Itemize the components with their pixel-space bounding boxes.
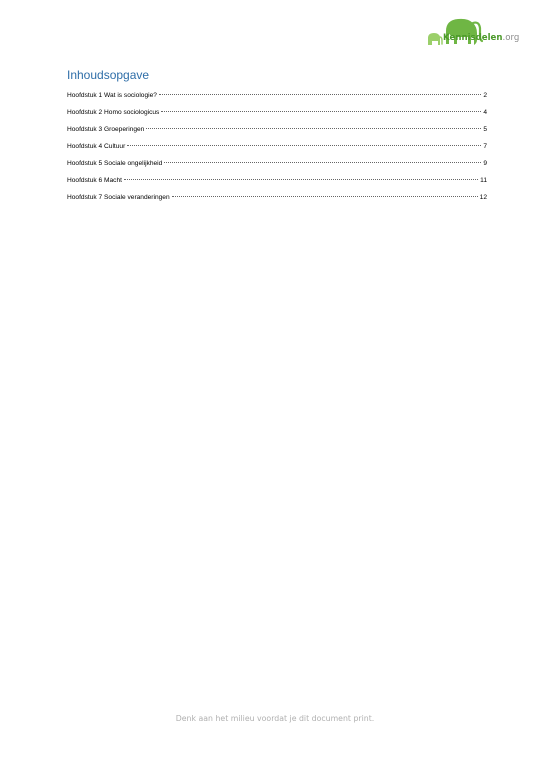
toc-entry-label: Hoofdstuk 7 Sociale veranderingen (67, 194, 170, 201)
toc-entry-page: 12 (479, 194, 487, 201)
dot-leader (159, 94, 481, 95)
dot-leader (127, 145, 481, 146)
toc-entry-label: Hoofdstuk 6 Macht (67, 177, 122, 184)
toc-entry-page: 2 (483, 92, 487, 99)
toc-entry-label: Hoofdstuk 5 Sociale ongelijkheid (67, 160, 163, 167)
toc-title: Inhoudsopgave (67, 68, 150, 82)
dot-leader (161, 111, 481, 112)
toc-entry-3[interactable] (67, 121, 487, 138)
table-of-contents (67, 87, 487, 206)
toc-entry-7[interactable] (67, 189, 487, 206)
toc-entry-page: 5 (483, 126, 487, 133)
toc-entry-5[interactable] (67, 155, 487, 172)
toc-entry-page: 9 (483, 160, 487, 167)
dot-leader (164, 162, 481, 163)
dot-leader (146, 128, 481, 129)
toc-entry-page: 4 (483, 109, 487, 116)
toc-entry-6[interactable] (67, 172, 487, 189)
toc-entry-2[interactable] (67, 104, 487, 121)
toc-entry-1[interactable] (67, 87, 487, 104)
toc-entry-page: 11 (480, 177, 487, 184)
footer-note: Denk aan het milieu voordat je dit document print. (175, 714, 375, 723)
toc-entry-label: Hoofdstuk 3 Groeperingen (67, 126, 145, 133)
toc-entry-4[interactable] (67, 138, 487, 155)
kennisdelen-logo (424, 14, 536, 54)
logo-tld-text: .org (502, 33, 520, 43)
dot-leader (124, 179, 478, 180)
toc-entry-label: Hoofdstuk 4 Cultuur (67, 143, 126, 150)
toc-entry-label: Hoofdstuk 2 Homo sociologicus (67, 109, 160, 116)
logo-wordmark (443, 33, 519, 43)
dot-leader (172, 196, 478, 197)
toc-entry-page: 7 (483, 143, 487, 150)
toc-entry-label: Hoofdstuk 1 Wat is sociologie? (67, 92, 157, 99)
logo-brand-text: Kennisdelen (443, 33, 503, 43)
